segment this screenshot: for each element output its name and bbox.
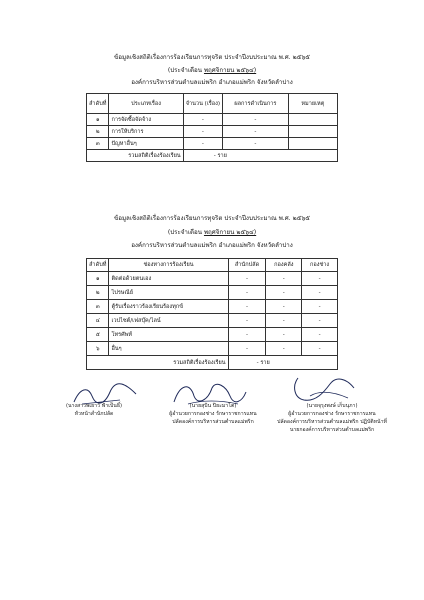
section1-month — [0, 65, 424, 75]
table-total-row — [87, 356, 338, 370]
table-row — [87, 138, 338, 150]
row-channel: ติดต่อด้วยตนเอง — [109, 272, 228, 286]
section1-month-prefix: (ประจำเดือน — [167, 67, 202, 74]
row-finance: - — [266, 328, 302, 342]
section1-title: ข้อมูลเชิงสถิติเรื่องการร้องเรียนการทุจริต ประจำปีงบประมาณ พ.ศ. ๒๕๖๕ — [114, 54, 310, 61]
header-no: ลำดับที่ — [87, 94, 109, 114]
row-finance: - — [266, 314, 302, 328]
row-engineering: - — [302, 300, 338, 314]
row-no: ๕ — [87, 328, 109, 342]
section1-month-value: พฤศจิกายน ๒๕๖๔) — [203, 67, 257, 74]
table-row — [87, 328, 338, 342]
header-engineering: กองช่าง — [302, 259, 338, 272]
row-channel: ตู้รับเรื่องราวร้องเรียนร้องทุกข์ — [109, 300, 228, 314]
header-count: จำนวน (เรื่อง) — [183, 94, 222, 114]
row-no: ๖ — [87, 342, 109, 356]
row-office: - — [228, 314, 266, 328]
row-engineering: - — [302, 328, 338, 342]
signer-name: (นายสุบิน ปิยะมาโต) — [189, 403, 237, 409]
signer-role: นายกองค์การบริหารส่วนตำบลแม่พริก — [289, 427, 375, 433]
row-count: - — [183, 114, 222, 126]
row-type: การให้บริการ — [109, 126, 183, 138]
signer-role: ปลัดองค์การบริหารส่วนตำบลแม่พริก ปฏิบัติหน้าที่ — [277, 419, 387, 425]
row-result: - — [223, 114, 289, 126]
row-engineering: - — [302, 272, 338, 286]
signer-role: หัวหน้าสำนักปลัด — [74, 411, 114, 417]
signer-name: (นายจุรุงพงษ์ เก็บนุภา) — [306, 403, 358, 409]
signer-role: ผู้อำนวยการกองช่าง รักษาราชการแทน — [169, 411, 257, 417]
table-row — [87, 114, 338, 126]
row-no: ๔ — [87, 314, 109, 328]
section2-month-value: พฤศจิกายน ๒๕๖๔) — [203, 229, 257, 236]
row-no: ๑ — [87, 114, 109, 126]
row-office: - — [228, 328, 266, 342]
signature-block-3 — [262, 402, 402, 434]
row-no: ๓ — [87, 138, 109, 150]
row-note — [288, 114, 337, 126]
section2-month — [0, 227, 424, 237]
header-result: ผลการดำเนินการ — [223, 94, 289, 114]
total-value: - ราย — [228, 356, 337, 370]
row-result: - — [223, 126, 289, 138]
header-type: ประเภทเรื่อง — [109, 94, 183, 114]
row-channel: ไปรษณีย์ — [109, 286, 228, 300]
header-channel: ช่องทางการร้องเรียน — [109, 259, 228, 272]
row-finance: - — [266, 286, 302, 300]
table-row — [87, 272, 338, 286]
table-row — [87, 300, 338, 314]
table-row — [87, 126, 338, 138]
signature-3-scribble — [288, 372, 358, 406]
signer-role: ปลัดองค์การบริหารส่วนตำบลแม่พริก — [172, 419, 254, 425]
row-count: - — [183, 138, 222, 150]
row-type: ปัญหาอื่นๆ — [109, 138, 183, 150]
header-note: หมายเหตุ — [288, 94, 337, 114]
row-result: - — [223, 138, 289, 150]
row-no: ๒ — [87, 286, 109, 300]
row-finance: - — [266, 300, 302, 314]
section1-org: องค์การบริหารส่วนตำบลแม่พริก อำเภอแม่พริก จังหวัดลำปาง — [131, 79, 293, 86]
row-type: การจัดซื้อจัดจ้าง — [109, 114, 183, 126]
row-office: - — [228, 272, 266, 286]
row-channel: อื่นๆ — [109, 342, 228, 356]
row-office: - — [228, 286, 266, 300]
row-channel: โทรศัพท์ — [109, 328, 228, 342]
section2-org: องค์การบริหารส่วนตำบลแม่พริก อำเภอแม่พริก จังหวัดลำปาง — [131, 242, 293, 249]
section2-month-prefix: (ประจำเดือน — [167, 229, 202, 236]
complaint-type-table — [86, 93, 338, 162]
signature-block-2 — [148, 402, 278, 426]
total-label: รวมสถิติเรื่องร้องเรียน — [87, 356, 229, 370]
section2-title: ข้อมูลเชิงสถิติเรื่องการร้องเรียนการทุจริต ประจำปีงบประมาณ พ.ศ. ๒๕๖๕ — [114, 215, 310, 222]
row-office: - — [228, 342, 266, 356]
signer-name: (นางสาวพเยาว์ ฟ้าเป็นธิ์) — [65, 403, 123, 409]
header-no: ลำดับที่ — [87, 259, 109, 272]
table-total-row — [87, 150, 338, 162]
signature-block-1 — [34, 402, 154, 418]
row-office: - — [228, 300, 266, 314]
table-row — [87, 286, 338, 300]
row-note — [288, 138, 337, 150]
row-finance: - — [266, 272, 302, 286]
row-note — [288, 126, 337, 138]
row-finance: - — [266, 342, 302, 356]
row-no: ๓ — [87, 300, 109, 314]
table-header-row — [87, 94, 338, 114]
row-channel: เวปไซต์/เฟสบุ๊ค/ไลน์ — [109, 314, 228, 328]
header-finance: กองคลัง — [266, 259, 302, 272]
row-engineering: - — [302, 342, 338, 356]
complaint-channel-table — [86, 258, 338, 370]
total-label: รวมสถิติเรื่องร้องเรียน — [87, 150, 184, 162]
header-office: สำนักปลัด — [228, 259, 266, 272]
row-count: - — [183, 126, 222, 138]
row-engineering: - — [302, 286, 338, 300]
table-row — [87, 342, 338, 356]
table-row — [87, 314, 338, 328]
table-header-row — [87, 259, 338, 272]
row-no: ๑ — [87, 272, 109, 286]
total-value: - ราย — [183, 150, 337, 162]
row-no: ๒ — [87, 126, 109, 138]
row-engineering: - — [302, 314, 338, 328]
signer-role: ผู้อำนวยการกองช่าง รักษาราชการแทน — [288, 411, 376, 417]
